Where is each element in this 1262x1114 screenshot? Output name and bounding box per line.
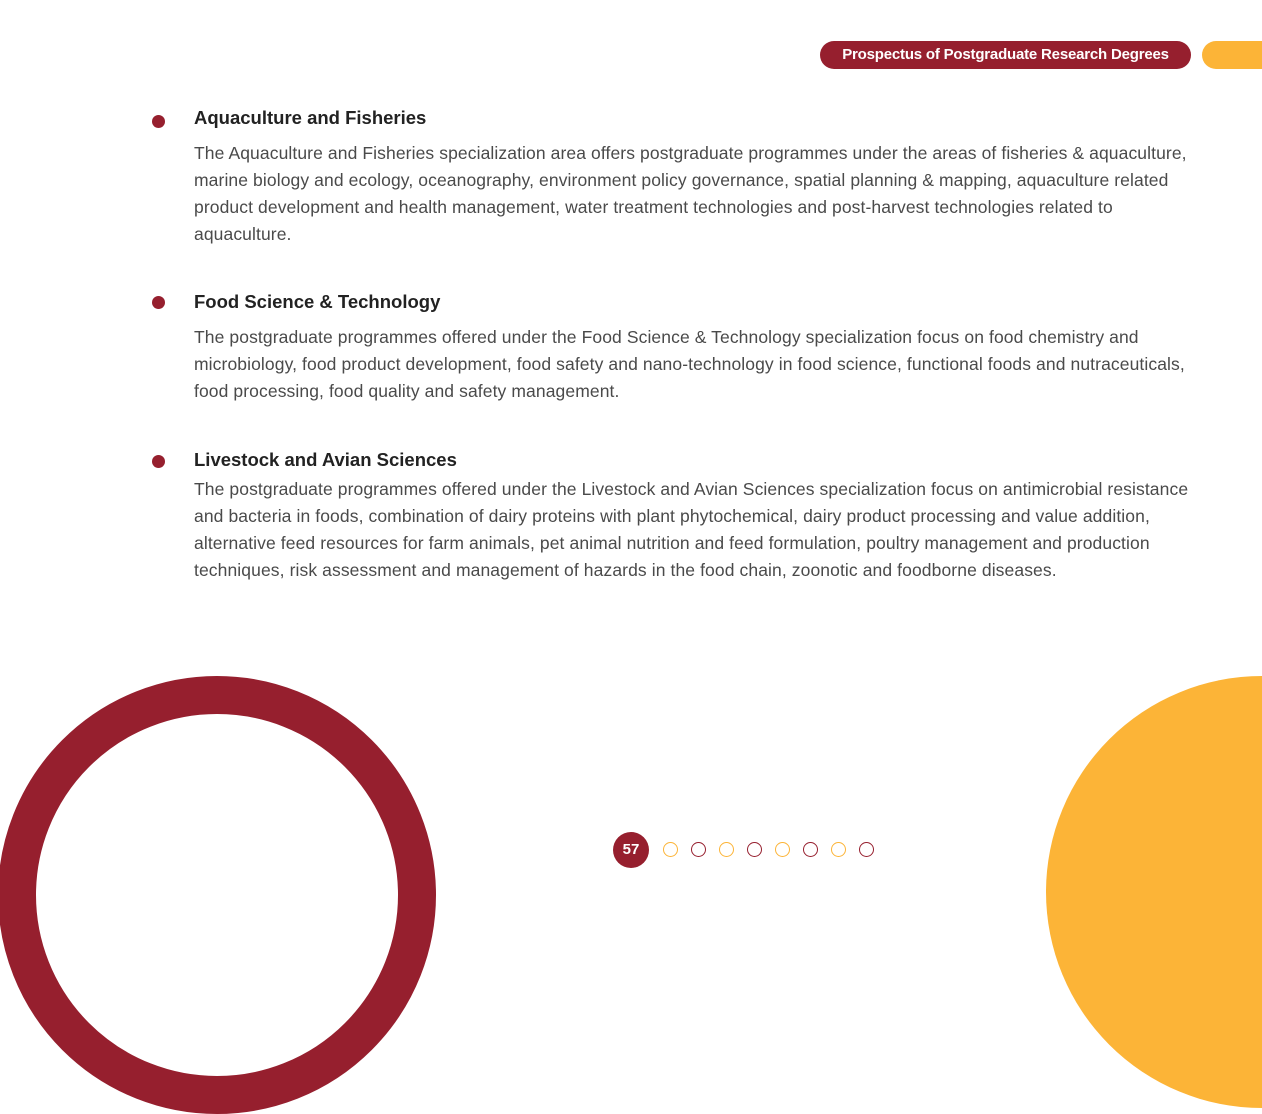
section-title: Livestock and Avian Sciences (194, 449, 457, 470)
specialization-food-science-technology (194, 290, 1194, 405)
decorative-ring (0, 676, 436, 1114)
pager-dot (747, 842, 762, 857)
pager-dot (663, 842, 678, 857)
pager-dot (775, 842, 790, 857)
specialization-aquaculture-fisheries (194, 106, 1194, 248)
bullet-icon (152, 455, 165, 468)
header-accent-bar (1202, 41, 1262, 69)
page-number-badge: 57 (613, 832, 649, 868)
section-title: Food Science & Technology (194, 291, 441, 312)
document-title-banner: Prospectus of Postgraduate Research Degrees (820, 41, 1191, 69)
specialization-livestock-avian-sciences (194, 448, 1194, 584)
pager-dot (803, 842, 818, 857)
pager-dot (691, 842, 706, 857)
section-body: The Aquaculture and Fisheries specialization area offers postgraduate programmes under the areas of fisheries & aquaculture, marine biology and ecology, oceanography, environment policy governance, spatial planning & mapping, aquaculture related product development and health management, water treatment technologies and post-harvest technologies related to aquaculture. (194, 143, 1187, 244)
pager-dot (831, 842, 846, 857)
decorative-half-circle (1046, 676, 1262, 1108)
pager-dot (719, 842, 734, 857)
bullet-icon (152, 115, 165, 128)
pager-dot (859, 842, 874, 857)
section-body: The postgraduate programmes offered under the Livestock and Avian Sciences specialization focus on antimicrobial resistance and bacteria in foods, combination of dairy proteins with plant phytochemical, dairy product processing and value addition, alternative feed resources for farm animals, pet animal nutrition and feed formulation, poultry management and production techniques, risk assessment and management of hazards in the food chain, zoonotic and foodborne diseases. (194, 479, 1189, 580)
bullet-icon (152, 296, 165, 309)
section-body: The postgraduate programmes offered under the Food Science & Technology specialization focus on food chemistry and microbiology, food product development, food safety and nano-technology in food science, functional foods and nutraceuticals, food processing, food quality and safety management. (194, 327, 1185, 401)
section-title: Aquaculture and Fisheries (194, 107, 427, 128)
